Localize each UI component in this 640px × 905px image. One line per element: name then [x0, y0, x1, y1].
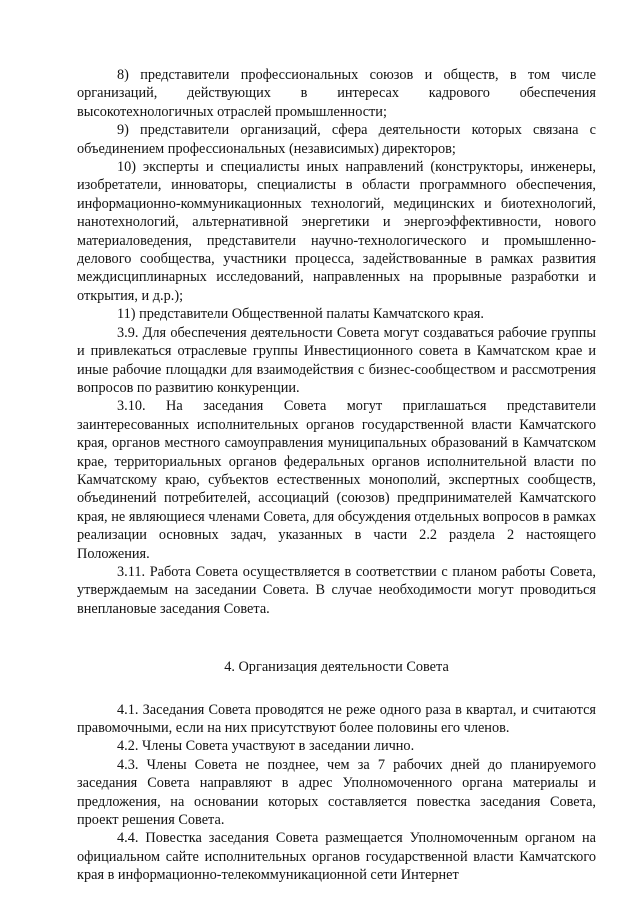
paragraph-item-9: 9) представители организаций, сфера деятельности которых связана с объединением профессиональных (независимых) директоров;	[77, 122, 596, 157]
paragraph-4-1: 4.1. Заседания Совета проводятся не реже одного раза в квартал, и считаются правомочными, если на них присутствуют более половины его членов.	[77, 701, 596, 736]
paragraph-item-10: 10) эксперты и специалисты иных направлений (конструкторы, инженеры, изобретатели, инноваторы, специалисты в области программного обеспечения, информационно-коммуникационных технологий, медицинских и биотехнологий, нанотехнологий, альтернативной энергетики и энергоэффективности, нового материаловедения, представители научно-технологического и промышленно-делового сообщества, участники процесса, задействованные в рамках развития междисциплинарных исследований, направленных на прорывные разработки и открытия, и д.р.);	[77, 159, 596, 304]
paragraph-3-11: 3.11. Работа Совета осуществляется в соответствии с планом работы Совета, утверждаемым на заседании Совета. В случае необходимости могут проводиться внеплановые заседания Совета.	[77, 563, 596, 617]
paragraph-4-3: 4.3. Члены Совета не позднее, чем за 7 рабочих дней до планируемого заседания Совета направляют в адрес Уполномоченного органа материалы и предложения, на основании которых составляется повестка заседания Совета, проект решения Совета.	[77, 756, 596, 829]
paragraph-4-2: 4.2. Члены Совета участвуют в заседании лично.	[117, 738, 415, 755]
paragraph-item-8: 8) представители профессиональных союзов и обществ, в том числе организаций, действующих в интересах кадрового обеспечения высокотехнологичных отраслей промышленности;	[77, 67, 596, 120]
paragraph-3-9: 3.9. Для обеспечения деятельности Совета могут создаваться рабочие группы и привлекаться отраслевые группы Инвестиционного совета в Камчатском крае и иные рабочие площадки для взаимодействия с бизнес-сообществом и рассмотрения вопросов по развитию конкуренции.	[77, 324, 596, 396]
section-heading: 4. Организация деятельности Совета	[224, 659, 449, 676]
paragraph-3-10: 3.10. На заседания Совета могут приглашаться представители заинтересованных исполнительных органов государственной власти Камчатского края, органов местного самоуправления муниципальных образований в Камчатском крае, территориальных органов федеральных органов исполнительной власти по Камчатскому краю, субъектов естественных монополий, экспертных сообществ, объединений потребителей, ассоциаций (союзов) предпринимателей Камчатского края, не являющиеся членами Совета, для обсуждения отдельных вопросов в рамках реализации основных задач, указанных в части 2.2 раздела 2 настоящего Положения.	[77, 398, 596, 562]
paragraph-4-4: 4.4. Повестка заседания Совета размещается Уполномоченным органом на официальном сайте исполнительных органов государственной власти Камчатского края в информационно-телекоммуникационной сети Интернет	[77, 830, 596, 884]
paragraph-item-11: 11) представители Общественной палаты Камчатского края.	[117, 306, 484, 323]
